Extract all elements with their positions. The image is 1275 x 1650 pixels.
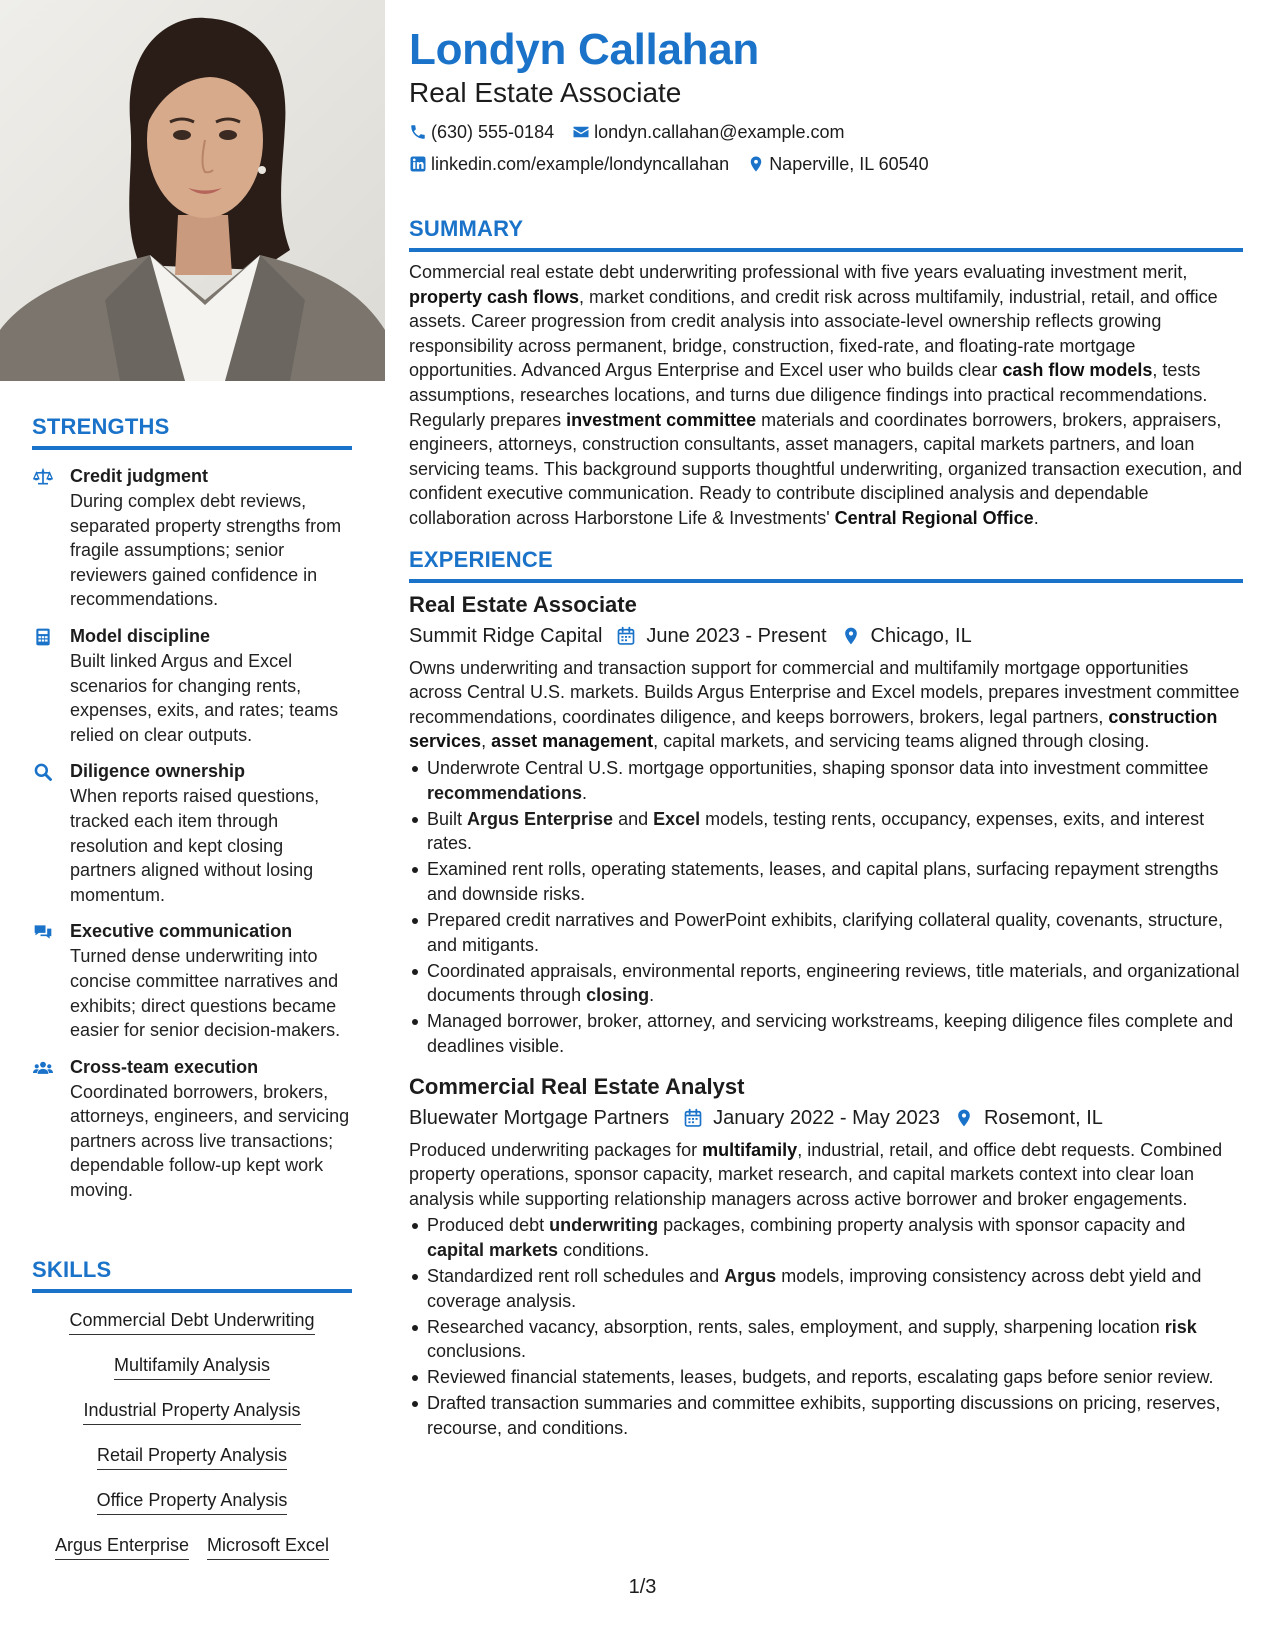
bullet-emphasis: Argus [724,1266,777,1286]
jobs-list [409,591,1243,1441]
strength-item [32,1055,352,1203]
job-dates-text: January 2022 - May 2023 [713,1106,940,1129]
bullet-emphasis: Argus Enterprise [467,808,614,829]
job-title: Real Estate Associate [409,591,637,617]
strengths-heading: STRENGTHS [32,414,352,450]
job-company: Bluewater Mortgage Partners [409,1106,670,1129]
strength-title: Executive communication [70,921,293,942]
list-item: Managed borrower, broker, attorney, and servicing workstreams, keeping diligence files complete and deadlines visible. [409,1009,1243,1058]
main-column [409,22,1243,1455]
job-dates [616,622,826,650]
strength-title: Diligence ownership [70,761,246,782]
contact-row-1 [409,120,1243,144]
email-text[interactable]: londyn.callahan@example.com [594,122,845,142]
job-location-text: Rosemont, IL [983,1106,1103,1129]
strength-description: Turned dense underwriting into concise committee narratives and exhibits; direct questions became easier for senior decision-makers. [70,946,341,1041]
list-item: Researched vacancy, absorption, rents, sales, employment, and supply, sharpening location risk conclusions. [409,1315,1243,1364]
skill-tag: Multifamily Analysis [114,1354,270,1380]
list-item: Underwrote Central U.S. mortgage opportunities, shaping sponsor data into investment committee recommendations. [409,756,1243,805]
bullet-emphasis: recommendations [427,782,583,803]
skills-section [32,1257,352,1579]
list-item: Standardized rent roll schedules and Argus models, improving consistency across debt yield and coverage analysis. [409,1264,1243,1313]
search-icon [32,759,70,907]
skill-tag: Argus Enterprise [55,1534,189,1560]
sidebar [0,0,385,1650]
calendar-icon [683,1108,713,1128]
scale-icon [32,464,70,612]
map-pin-icon [841,626,871,646]
candidate-name: Londyn Callahan [409,25,759,74]
list-item: Built Argus Enterprise and Excel models, testing rents, occupancy, expenses, exits, and interest rates. [409,807,1243,856]
strength-title: Credit judgment [70,466,208,486]
list-item: Examined rent rolls, operating statements, leases, and capital plans, surfacing repayment strengths and downside risks. [409,857,1243,906]
list-item: Reviewed financial statements, leases, budgets, and reports, escalating gaps before senior review. [409,1365,1243,1390]
summary-heading: SUMMARY [409,216,1243,252]
linkedin-contact[interactable] [409,152,729,176]
summary-text: Commercial real estate debt underwriting professional with five years evaluating investment merit, property cash flows, market conditions, and credit risk across multifamily, industrial, retail, and office assets. Career progression from credit analysis into associate-level ownership reflects growing responsibility across permanent, bridge, construction, fixed-rate, and floating-rate mortgage opportunities. Advanced Argus Enterprise and Excel user who builds clear cash flow models, tests assumptions, researches locations, and turns due diligence findings into practical recommendations. Regularly prepares investment committee materials and coordinates borrowers, brokers, appraisers, engineers, attorneys, construction consultants, asset managers, capital markets partners, and loan servicing teams. This background supports thoughtful underwriting, organized transaction execution, and confident executive communication. Ready to contribute disciplined analysis and dependable collaboration across Harborstone Life & Investments' Central Regional Office. [409,262,1243,528]
job-dates-text: June 2023 - Present [646,624,827,647]
users-icon [32,1055,70,1203]
job-description: Produced underwriting packages for multifamily, industrial, retail, and office debt requests. Combined property operations, sponsor capacity, market research, and capital markets context into clear loan analysis while supporting relationship managers across active borrower and broker engagements. [409,1139,1223,1209]
phone-text: (630) 555-0184 [431,122,555,142]
strengths-section [32,414,352,1203]
linkedin-icon [409,155,427,173]
job-title: Commercial Real Estate Analyst [409,1073,745,1099]
job-bullets [409,1213,1243,1440]
strength-item [32,464,352,612]
profile-photo-illustration [0,0,385,381]
job-bullets [409,756,1243,1059]
job-location [841,622,972,650]
strength-description: Built linked Argus and Excel scenarios for changing rents, expenses, exits, and rates; teams relied on clear outputs. [70,650,339,745]
strength-title: Cross-team execution [70,1056,259,1077]
strength-item [32,759,352,907]
comments-icon [32,919,70,1042]
phone-contact [409,120,554,144]
email-contact[interactable] [572,120,844,144]
location-text: Naperville, IL 60540 [769,154,929,174]
summary-emphasis: Central Regional Office [834,507,1034,528]
job-meta [409,622,1243,650]
bullet-emphasis: closing [586,985,650,1006]
list-item: Coordinated appraisals, environmental reports, engineering reviews, title materials, and organizational documents through closing. [409,959,1243,1008]
calendar-icon [616,626,646,646]
skill-tag: Retail Property Analysis [97,1444,287,1470]
contact-row-2 [409,152,1243,176]
location-contact [747,152,928,176]
job-description-emphasis: asset management [491,731,654,752]
summary-section [409,216,1243,531]
bullet-emphasis: capital markets [427,1239,559,1260]
list-item: Produced debt underwriting packages, combining property analysis with sponsor capacity and capital markets conditions. [409,1213,1243,1262]
job-dates [683,1104,940,1132]
strength-description: Coordinated borrowers, brokers, attorneys, engineers, and servicing partners across live transactions; dependable follow-up kept work moving. [70,1081,350,1201]
job-description: Owns underwriting and transaction support for commercial and multifamily mortgage opportunities across Central U.S. markets. Builds Argus Enterprise and Excel models, prepares investment committee recommendations, coordinates diligence, and keeps borrowers, brokers, legal partners, construction services, asset management, capital markets, and servicing teams aligned through closing. [409,657,1240,752]
calculator-icon [32,624,70,747]
page-number: 1/3 [628,1576,657,1598]
list-item: Drafted transaction summaries and committee exhibits, supporting discussions on pricing, reserves, recourse, and conditions. [409,1391,1243,1440]
job-location [954,1104,1103,1132]
job-description-emphasis: multifamily [702,1139,798,1160]
map-pin-icon [747,155,765,173]
job-meta [409,1104,1243,1132]
job-description-emphasis: construction services [409,706,1218,752]
job-entry [409,591,1243,1059]
email-icon [572,123,590,141]
summary-emphasis: property cash flows [409,286,580,307]
strengths-list [32,464,352,1203]
bullet-emphasis: Excel [653,808,701,829]
skills-heading: SKILLS [32,1257,352,1293]
job-location-text: Chicago, IL [870,624,972,647]
skill-tag: Industrial Property Analysis [83,1399,300,1425]
phone-icon [409,123,427,141]
experience-heading: EXPERIENCE [409,547,1243,583]
bullet-emphasis: risk [1164,1316,1197,1337]
job-entry [409,1073,1243,1441]
strength-description: When reports raised questions, tracked each item through resolution and kept closing partners aligned without losing momentum. [70,786,320,905]
skill-tag: Microsoft Excel [207,1534,329,1560]
experience-section [409,547,1243,1441]
skills-list [32,1293,352,1579]
candidate-role: Real Estate Associate [409,77,682,108]
strength-description: During complex debt reviews, separated property strengths from fragile assumptions; senior reviewers gained confidence in recommendations. [70,491,342,610]
summary-emphasis: investment committee [566,409,757,430]
strength-title: Model discipline [70,625,211,646]
summary-emphasis: cash flow models [1002,360,1153,381]
skill-tag: Office Property Analysis [97,1489,288,1515]
bullet-emphasis: underwriting [549,1215,659,1236]
map-pin-icon [954,1108,984,1128]
strength-item [32,624,352,747]
linkedin-text[interactable]: linkedin.com/example/londyncallahan [431,154,730,174]
profile-photo [0,0,385,381]
skill-tag: Commercial Debt Underwriting [69,1309,314,1335]
list-item: Prepared credit narratives and PowerPoint exhibits, clarifying collateral quality, covenants, structure, and mitigants. [409,908,1243,957]
strength-item [32,919,352,1042]
job-company: Summit Ridge Capital [409,624,603,647]
